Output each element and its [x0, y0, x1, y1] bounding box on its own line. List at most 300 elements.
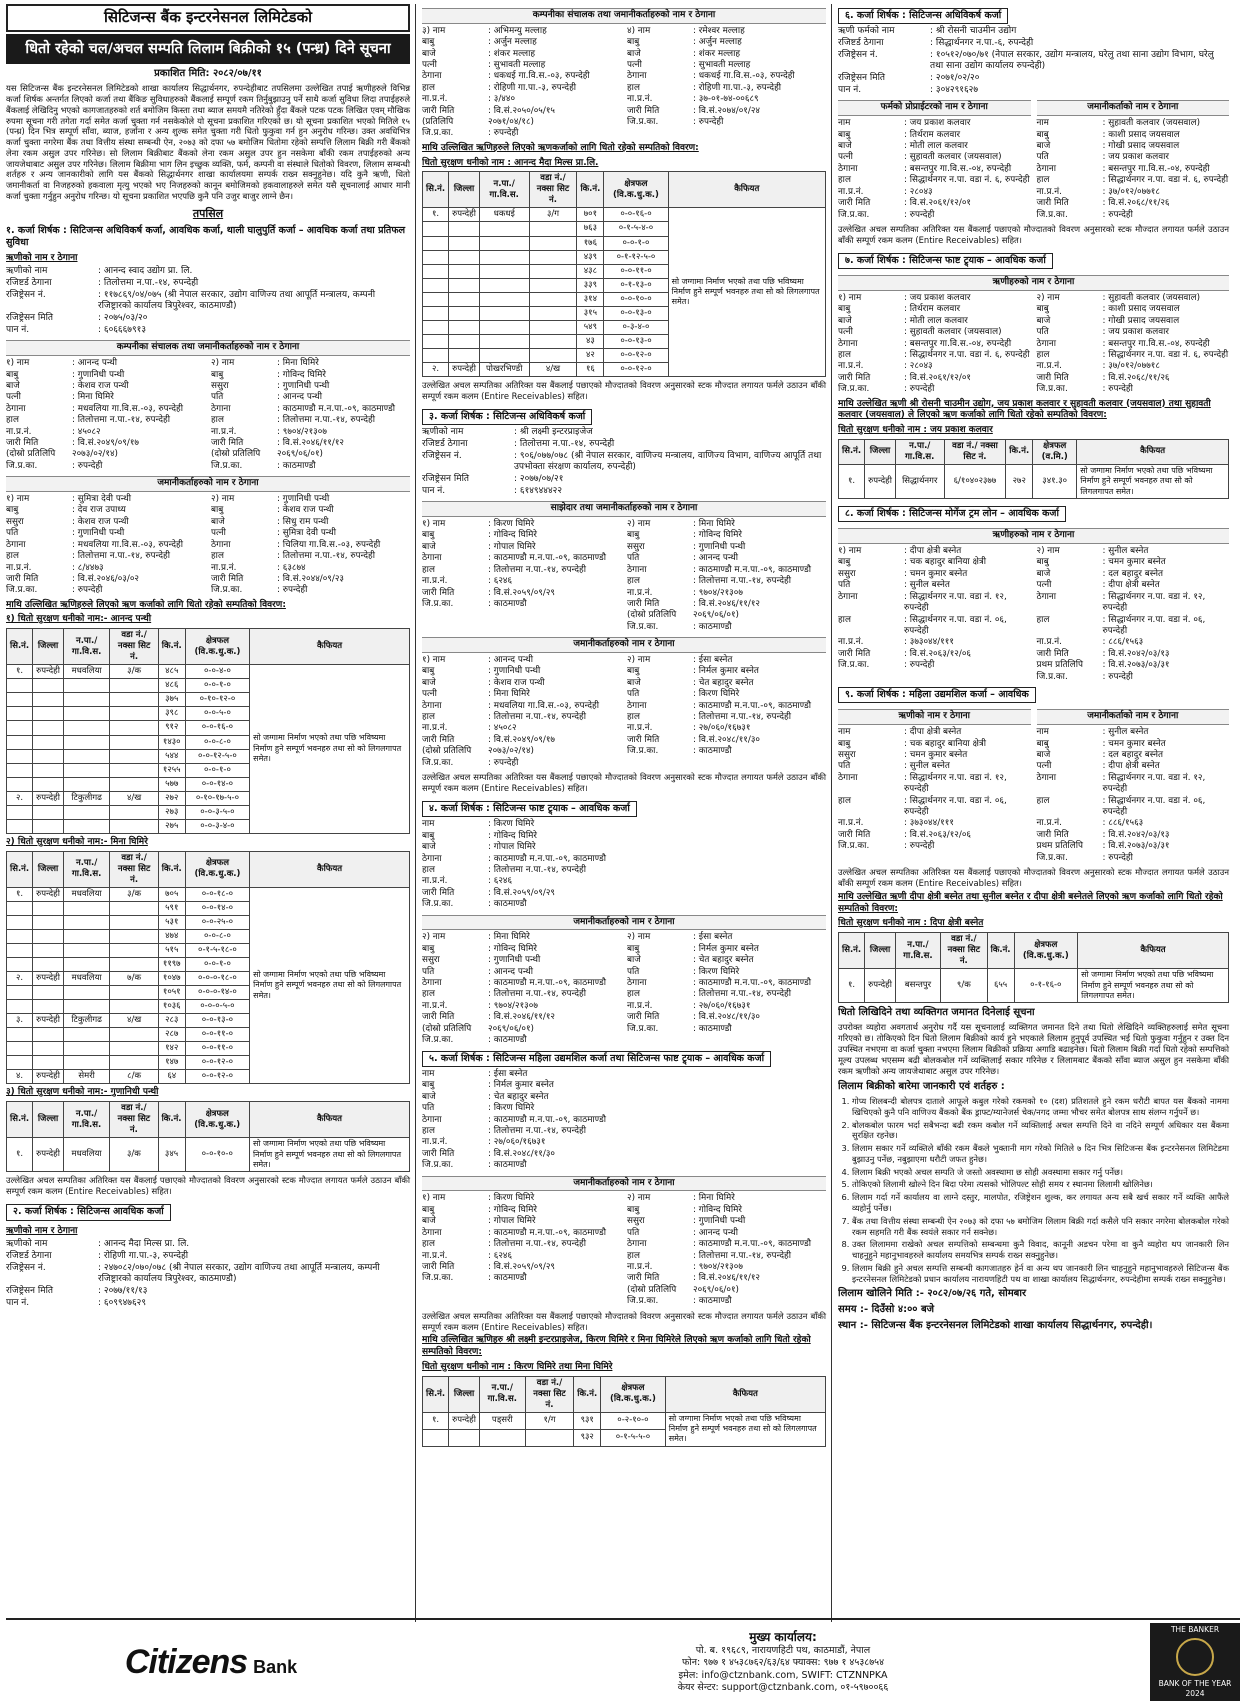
person-key: प्रथम प्रतिलिपि — [1036, 660, 1083, 671]
person-key: जारी मिति — [211, 438, 244, 449]
person-row — [838, 739, 1031, 750]
person-row — [422, 37, 621, 48]
table-cell — [423, 320, 449, 334]
person-key: बाबु — [838, 129, 851, 140]
table-cell: ३१४ — [577, 292, 604, 306]
person-value: : वि.सं.२०५९/०९/२९ — [488, 1261, 555, 1272]
person-key: बाजे — [1036, 749, 1051, 760]
table-cell — [449, 222, 480, 236]
table-cell — [63, 1000, 109, 1014]
remark-cell: सो जग्गामा निर्माण भएको तथा पछि भविष्यमा निर्माण हुने सम्पूर्ण भवनहरु तथा सो को लिगलगापत समेत। — [668, 208, 825, 377]
person-value: : आनन्द पन्थी — [693, 1227, 739, 1238]
person-row — [211, 528, 410, 539]
person-row — [422, 565, 621, 576]
person-key: बाबु — [422, 666, 435, 677]
person-row — [422, 932, 621, 943]
person-row — [1037, 592, 1230, 615]
person-key: बाबु — [6, 369, 19, 380]
person-key: बाबु — [1036, 557, 1049, 568]
col2-prop-intro: माथि उल्लिखित ऋणिहरुले लिएको ऋणकर्जाको लागि धितो रहेको सम्पतिको विवरण: — [422, 142, 699, 153]
table-cell: ०-०-११-० — [185, 1028, 249, 1042]
person-value: : गुणानिधी पन्थी — [693, 541, 746, 552]
table-cell — [110, 805, 158, 819]
property-table-2 — [6, 851, 410, 1085]
person-value: : ईसा बस्नेत — [488, 1068, 528, 1079]
person-key: ठेगाना — [838, 338, 858, 349]
person-value: : तिलोत्तमा न.पा.-१४, रुपन्देही — [488, 864, 586, 875]
person-key: बाबु — [627, 666, 640, 677]
person-value: : दीपा क्षेत्री बस्नेत — [904, 545, 962, 556]
table-header: जिल्ला — [33, 1102, 64, 1138]
person-value: : चेत बहादुर बस्नेत — [488, 1091, 549, 1102]
person-value: : वि.सं.२०४६/०३/०२ — [72, 573, 139, 584]
person-value: : मिना घिमिरे — [277, 358, 319, 369]
table-cell — [7, 1000, 33, 1014]
table-cell: मधवलिया — [63, 665, 109, 679]
person-row — [838, 592, 1031, 615]
person-value: : सिद्धार्थनगर न.पा. वडा नं. ०६, रुपन्देही — [1102, 614, 1206, 636]
bank-name: सिटिजन्स बैंक इन्टरनेसनल लिमिटेडको — [6, 4, 410, 32]
person-row — [422, 117, 621, 128]
loan-6-guarantor — [1037, 118, 1230, 221]
col2-note-3: उल्लेखित अचल सम्पतिका अतिरिक्त यस बैंकलाई पछाएको मौज्दातको विवरण अनुसारको स्टक मौज्दात लगायत फर्मले उठाउन बाँकी सम्पूर्ण रकम कलम (Entire Receivables) सहित। — [422, 1310, 826, 1332]
loan-6-guarantor-heading: जमानीकर्ताको नाम र ठेगाना — [1037, 100, 1230, 116]
person-row — [1037, 569, 1230, 580]
table-cell: रुपन्देही — [33, 971, 64, 985]
table-cell: पोखरभिण्डी — [479, 362, 529, 376]
person-row — [422, 978, 621, 989]
person-key: पत्नी — [422, 59, 437, 70]
info-key: ऋणीको नाम — [6, 1239, 48, 1250]
person-value: २०७१/०४/१८) — [488, 117, 534, 128]
loan-8-borrower-1 — [838, 546, 1031, 683]
person-row — [627, 106, 826, 117]
person-key: जि.प्र.का. — [1036, 852, 1068, 863]
person-key: जि.प्र.का. — [838, 841, 870, 852]
table-cell — [7, 986, 33, 1000]
loan-8-borrowers-heading: ऋणीहरुको नाम र ठेगाना — [838, 528, 1229, 544]
table-cell: ०-०-११-० — [604, 264, 668, 278]
person-row — [627, 588, 826, 599]
person-row — [6, 563, 205, 574]
person-row — [627, 1285, 826, 1296]
person-row — [838, 761, 1031, 772]
person-value: : मोती लाल कलवार — [904, 141, 968, 151]
person-value: : ९७०४/२१३०७ — [277, 426, 327, 437]
person-value: : निर्मल कुमार बस्नेत — [693, 666, 759, 677]
info-value: : रोहिणी गा.पा.-३, रुपन्देही — [98, 1250, 189, 1261]
person-key: १) नाम — [422, 518, 446, 529]
table-cell: १४३० — [158, 735, 185, 749]
person-value: : काशी प्रसाद जयसवाल — [1102, 304, 1180, 315]
table-cell: २. — [423, 362, 449, 376]
guarantor-2 — [211, 494, 410, 597]
table-cell — [7, 1042, 33, 1056]
person-value: : वि.सं.२०४८/११/३० — [693, 734, 760, 745]
table-cell: सेमरी — [63, 1070, 109, 1084]
table-cell: रुपन्देही — [33, 1014, 64, 1028]
person-value: : गोविन्द घिमिरे — [488, 943, 537, 954]
person-key: ना.प्र.नं. — [211, 426, 237, 437]
person-value: : २८०४३ — [904, 361, 933, 372]
table-cell: ०-०-८-० — [185, 929, 249, 943]
person-value: : किरण घिमिरे — [693, 966, 740, 977]
col2-directors — [422, 26, 826, 140]
property-table-loan2 — [422, 171, 826, 377]
table-header: जिल्ला — [449, 1376, 480, 1412]
person-key: बाबु — [422, 37, 435, 48]
person-value: : गुणानिधी पन्थी — [488, 666, 541, 677]
person-value: : तिलोत्तमा न.पा.-१४, रुपन्देही — [488, 989, 586, 1000]
person-value: : काठमाण्डौ म.न.पा.-०९, काठमाण्डौ — [488, 1114, 606, 1125]
person-row — [422, 26, 621, 37]
table-cell: ३४१.३० — [1033, 464, 1077, 498]
auction-place: स्थान :- सिटिजन्स बैंक इन्टरनेसनल लिमिटेडको शाखा कार्यालय सिद्धार्थनगर, रुपन्देही। — [838, 1320, 1153, 1332]
table-cell: मधवलिया — [63, 1138, 109, 1172]
person-row — [422, 854, 826, 865]
person-row — [838, 660, 1031, 671]
person-key: हाल — [627, 989, 640, 1000]
info-value: : ९०६/०७७/०७८ (श्री नेपाल सरकार, वाणिज्य मन्त्रालय, वाणिज्य विभाग, वाणिज्य आपूर्ति तथा उपभोक्ता संरक्षण कार्यालय, रुपन्देही) — [514, 450, 822, 473]
person-value: : तिलोत्तमा न.पा.-१४, रुपन्देही — [488, 564, 586, 575]
person-value: : वि.सं.२०४८/११/३० — [693, 1012, 760, 1023]
person-row — [422, 599, 621, 610]
property-table-loan5 — [422, 1376, 826, 1447]
person-row — [211, 381, 410, 392]
person-key: १) नाम — [6, 493, 30, 504]
table-cell: ६५५ — [987, 969, 1014, 1003]
person-row — [1037, 350, 1230, 361]
person-value: : तिलोत्तमा न.पा.-१४, रुपन्देही — [72, 415, 170, 426]
person-row — [6, 505, 205, 516]
person-value: : गोखी प्रसाद जयसवाल — [1102, 141, 1180, 151]
person-key: ठेगाना — [838, 591, 858, 602]
person-key: जि.प्र.का. — [627, 1296, 659, 1307]
person-key: पत्नी — [1036, 761, 1052, 772]
partner-2 — [627, 519, 826, 633]
table-cell: १/ग — [525, 1412, 574, 1429]
person-value: : ६२४६ — [488, 576, 513, 587]
person-value: : वि.सं.२०४४/०९/२३ — [277, 573, 344, 584]
person-key: नाम — [838, 118, 851, 129]
person-value: : तिलोत्तमा न.पा.-१४, रुपन्देही — [693, 989, 791, 1000]
person-key: हाल — [6, 415, 19, 426]
person-key: ठेगाना — [1036, 591, 1057, 602]
person-key: बाजे — [6, 380, 20, 391]
table-cell — [479, 264, 529, 278]
table-cell: २७५ — [158, 819, 185, 833]
person-key: जि.प्र.का. — [1036, 209, 1068, 220]
person-key: हाल — [422, 712, 435, 722]
person-row — [1037, 361, 1230, 372]
person-row — [627, 678, 826, 689]
table-cell — [33, 693, 64, 707]
table-cell — [423, 1429, 449, 1446]
person-row — [422, 530, 621, 541]
person-value: २०६९/०६/०१) — [693, 610, 739, 621]
table-cell: ३/क — [110, 1138, 158, 1172]
person-key: पत्नी — [1036, 580, 1052, 591]
person-key: ना.प्र.नं. — [422, 94, 448, 105]
person-value: : चिलिया गा.वि.स.-०३, रुपन्देही — [277, 539, 381, 550]
table-cell — [529, 292, 577, 306]
table-cell — [449, 278, 480, 292]
person-value: : काठमाण्डौ म.न.पा.-०९, काठमाण्डौ — [488, 1227, 606, 1238]
person-value: : गुणानिधी पन्थी — [693, 1216, 746, 1227]
table-cell — [423, 306, 449, 320]
person-value: : गोपाल घिमिरे — [488, 1216, 536, 1227]
person-value: : काठमाण्डौ म.न.पा.-०९, काठमाण्डौ — [277, 403, 395, 414]
table-cell: ३. — [7, 1014, 33, 1028]
person-row — [838, 293, 1031, 304]
person-key: बाबु — [838, 304, 851, 315]
person-value: : मधवलिया गा.वि.स.-०३, रुपन्देही — [72, 403, 183, 414]
person-key: ठेगाना — [1036, 338, 1057, 349]
person-key: जारी मिति — [6, 438, 39, 449]
person-value: : ३/४४० — [488, 94, 516, 105]
info-value: : २०७७/११/१३ — [98, 1285, 148, 1296]
person-key: बाजे — [211, 516, 225, 527]
person-row — [422, 1126, 826, 1137]
table-cell — [110, 1042, 158, 1056]
table-cell — [110, 943, 158, 957]
loan-8-title: ८. कर्जा शिर्षक : सिटिजन्स मोर्गेज ट्रम लोन – आवधिक कर्जा — [838, 506, 1066, 522]
person-row — [6, 415, 205, 426]
person-value: : जय प्रकाश कलवार — [1102, 327, 1169, 338]
person-value: : गोविन्द घिमिरे — [277, 369, 326, 380]
table-cell: ४/ख — [529, 362, 577, 376]
person-row — [627, 723, 826, 734]
person-row — [627, 746, 826, 757]
person-value: : रुपन्देही — [277, 585, 308, 596]
info-key: रजिष्ट्रेसन मिति — [6, 1285, 54, 1296]
person-value: : वि.सं.२०४६/११/१२ — [488, 1012, 555, 1023]
table-cell: २८७ — [158, 1028, 185, 1042]
person-row — [422, 955, 621, 966]
person-key: ठेगाना — [627, 978, 647, 989]
person-key: ठेगाना — [6, 403, 26, 414]
person-value: : रुपन्देही — [1102, 852, 1133, 863]
person-key: जारी मिति — [422, 587, 455, 598]
borrower-heading: ऋणीको नाम र ठेगाना — [6, 252, 78, 263]
table-cell — [7, 943, 33, 957]
table-cell — [423, 264, 449, 278]
person-row — [211, 370, 410, 381]
table-cell: रुपन्देही — [33, 887, 64, 901]
person-value: : गुणानिधी पन्थी — [72, 528, 125, 539]
person-value: : काठमाण्डौ म.न.पा.-०९, काठमाण्डौ — [693, 700, 811, 711]
table-cell — [479, 334, 529, 348]
person-row — [627, 576, 826, 587]
info-value: : ६१४९४४४२२ — [514, 485, 563, 496]
table-header: जिल्ला — [33, 629, 64, 665]
person-value: : सिद्धार्थनगर न.पा. वडा नं. ६, रुपन्देही — [904, 175, 1030, 186]
person-value: : ९७०४/२१३०७ — [693, 1261, 743, 1272]
person-key: जारी मिति — [838, 372, 871, 383]
person-key: पत्नी — [211, 528, 226, 539]
person-row — [1037, 830, 1230, 841]
col2-owner: धितो सुरक्षण धनीको नाम : आनन्द मैदा मिल्स प्रा.लि. — [422, 157, 599, 168]
person-value: : रुपन्देही — [1102, 671, 1133, 682]
person-key: जारी मिति — [6, 573, 39, 584]
table-cell — [33, 901, 64, 915]
person-row — [211, 551, 410, 562]
person-value: : गोविन्द घिमिरे — [693, 530, 742, 541]
table-cell: १. — [423, 208, 449, 222]
person-row — [422, 758, 621, 769]
info-row — [6, 278, 410, 290]
info-row — [422, 427, 826, 439]
person-value: : ६३८७४ — [277, 562, 306, 573]
director-3 — [422, 26, 621, 140]
person-key: जारी मिति — [627, 105, 660, 116]
person-value: : तिलोत्तमा न.पा.-१४, रुपन्देही — [488, 1239, 586, 1250]
table-header: सि.नं. — [7, 851, 33, 887]
person-value: : सुभावती मल्लाह — [488, 59, 546, 70]
info-key: ऋणीको नाम — [422, 427, 464, 438]
table-cell: १. — [7, 1138, 33, 1172]
person-row — [422, 1024, 621, 1035]
table-cell — [63, 763, 109, 777]
person-value: : ४५०८२ — [488, 723, 517, 734]
loan-7-borrowers — [838, 293, 1229, 396]
citizens-bank-logo — [6, 1640, 416, 1684]
person-value: : जय प्रकाश कलवार — [1102, 152, 1169, 163]
table-cell: १. — [839, 464, 865, 498]
person-key: ना.प्र.नं. — [422, 576, 448, 587]
person-row — [1037, 316, 1230, 327]
person-value: : वि.सं.२०७४/०१/२४ — [693, 105, 760, 116]
person-value: : वि.सं.२०६८/११/२६ — [1102, 198, 1170, 209]
person-key: जारी मिति — [422, 887, 455, 898]
person-value: : किरण घिमिरे — [488, 1103, 535, 1114]
award-year: 2024 — [1185, 1688, 1205, 1698]
person-key: बाबु — [211, 369, 224, 380]
person-value: : वि.सं.२०७३/०३/३१ — [1102, 841, 1170, 852]
table-cell: टिकुलीगढ — [63, 791, 109, 805]
person-value: : काठमाण्डौ — [693, 746, 732, 757]
person-value: : चमन कुमार बस्नेत — [904, 568, 968, 579]
person-row — [422, 865, 826, 876]
person-value: : बसन्तपुर गा.वि.स.-०४, रुपन्देही — [904, 338, 1012, 349]
table-header: सि.नं. — [423, 172, 449, 208]
table-cell: ०-०-१४-० — [185, 901, 249, 915]
person-value: : काठमाण्डौ — [488, 1160, 527, 1171]
person-value: : सिद्धार्थनगर न.पा. वडा नं. ०६, रुपन्देही — [1102, 795, 1206, 818]
person-row — [6, 449, 205, 460]
person-key: ठेगाना — [422, 700, 442, 711]
column-3 — [838, 4, 1234, 1622]
person-key: २) नाम — [1036, 545, 1060, 556]
person-row — [6, 540, 205, 551]
person-row — [211, 358, 410, 369]
person-value: २०६९/०६/०१) — [488, 1023, 534, 1034]
person-key: पति — [6, 528, 19, 539]
table-cell: ९३१ — [574, 1412, 601, 1429]
person-value: : गोविन्द घिमिरे — [693, 1204, 742, 1215]
person-key: जारी मिति — [422, 1012, 455, 1023]
person-row — [422, 1205, 621, 1216]
info-key: रजिष्टर्ड ठेगाना — [838, 38, 884, 49]
person-value: : आनन्द पन्थी — [72, 358, 118, 369]
info-key: पान नं. — [838, 84, 862, 95]
table-row — [7, 1138, 410, 1172]
person-row — [1037, 580, 1230, 591]
person-key: नाम — [422, 819, 435, 830]
person-key: जारी मिति — [627, 1273, 660, 1284]
remark-cell: सो जग्गामा निर्माण भएको तथा पछि भविष्यमा निर्माण हुने सम्पूर्ण भवनहरु तथा सो को लिगलगापत समेत। — [249, 1138, 409, 1172]
auction-notice-text: उपरोक्त व्यहोरा अवगतार्थ अनुरोध गर्दै यस सूचनालाई व्यक्तिगत जमानत दिने तथा धितो लेखिदिने व्यक्तिहरुलाई समेत सूचना गरिएको छ। तोकिएको दिन धितो लिलाम बिक्रीको कार्य हुने भएकाले लिलाम हुनुपूर्व उपस्थित भई धितो फुकुवा गर्नुहुन र उक्त दिन उपस्थित नभएमा वा कर्जा चुक्ता नभएमा लिलाम बिक्रीको प्रक्रिया अगाडि बढाइनेछ। धितो लिलाम बिक्री गर्दा धितो रहेको सम्पत्तिको मूल्य उपलब्ध भएसम्म बढी बोलकबोल गर्ने व्यक्तिलाई सकार गरिनेछ र लिलामबाट बैंकको साँवा ब्याज असुल हुन नसकेमा बाँकी रकम ऋणीको अन्य जायजेथाबाट असुल उपर गरिनेछ। — [838, 1022, 1229, 1077]
person-row — [422, 542, 621, 553]
person-key: जि.प्र.का. — [1036, 671, 1068, 682]
person-value: : आनन्द पन्थी — [277, 392, 323, 403]
person-key: पति — [627, 689, 640, 700]
person-row — [838, 841, 1031, 852]
person-key: बाबु — [627, 530, 640, 541]
table-header: कैफियत — [250, 629, 410, 665]
person-row — [1037, 773, 1230, 796]
person-row — [422, 701, 621, 712]
person-row — [838, 118, 1031, 129]
person-row — [422, 1069, 826, 1080]
table-header: क्षेत्रफल (वि.क.धु.क.) — [185, 1102, 249, 1138]
person-value: : सुमित्रा देवी पन्थी — [277, 528, 337, 539]
person-value: : सुनील बस्नेत — [904, 761, 950, 772]
person-value: : काठमाण्डौ म.न.पा.-०९, काठमाण्डौ — [488, 853, 606, 864]
person-key: पति — [211, 392, 224, 403]
person-key: ठेगाना — [422, 978, 442, 989]
person-value: : दीपा क्षेत्री बस्नेत — [1102, 761, 1160, 772]
person-key: बाजे — [422, 1216, 436, 1227]
table-cell: मधवलिया — [63, 887, 109, 901]
person-key: ठेगाना — [422, 71, 442, 82]
person-key: ससुरा — [6, 516, 24, 527]
loan-5-guarantor-1 — [422, 1193, 621, 1307]
table-cell — [479, 1429, 525, 1446]
table-cell: ४२ — [577, 348, 604, 362]
person-row — [1037, 304, 1230, 315]
person-row — [211, 505, 410, 516]
table-cell — [63, 1028, 109, 1042]
table-header: सि.नं. — [7, 1102, 33, 1138]
person-key: २) नाम — [422, 932, 446, 943]
loan-6-people — [838, 118, 1229, 221]
info-value: : २०७१/०२/२० — [930, 73, 980, 84]
table-cell: ०-०-१२-० — [604, 348, 668, 362]
person-value: : वि.सं.२०६८/११/२६ — [1102, 372, 1170, 383]
table-cell — [449, 292, 480, 306]
person-row — [422, 1149, 826, 1160]
table-cell: ९१२ — [158, 721, 185, 735]
table-cell: ०-०-१३-० — [185, 1014, 249, 1028]
table-header: सि.नं. — [839, 439, 865, 464]
person-row — [1037, 853, 1230, 864]
table-cell — [63, 1056, 109, 1070]
person-row — [422, 723, 621, 734]
partners-block — [422, 519, 826, 633]
person-value: : काठमाण्डौ म.न.पा.-०९, काठमाण्डौ — [488, 553, 606, 564]
person-key: जारी मिति — [838, 198, 871, 209]
person-value: : सुमित्रा देवी पन्थी — [72, 493, 132, 504]
person-key: ठेगाना — [211, 539, 231, 550]
info-key: रजिष्ट्रेसन नं. — [838, 49, 878, 60]
loan-5-guarantors — [422, 1193, 826, 1307]
person-key: जि.प्र.का. — [838, 660, 870, 671]
auction-rules-heading: लिलाम बिक्रीको बारेमा जानकारी एवं शर्तहरु : — [838, 1080, 1005, 1092]
person-value: : रुपन्देही — [904, 384, 935, 395]
person-key: हाल — [422, 82, 435, 93]
info-row — [6, 266, 410, 278]
